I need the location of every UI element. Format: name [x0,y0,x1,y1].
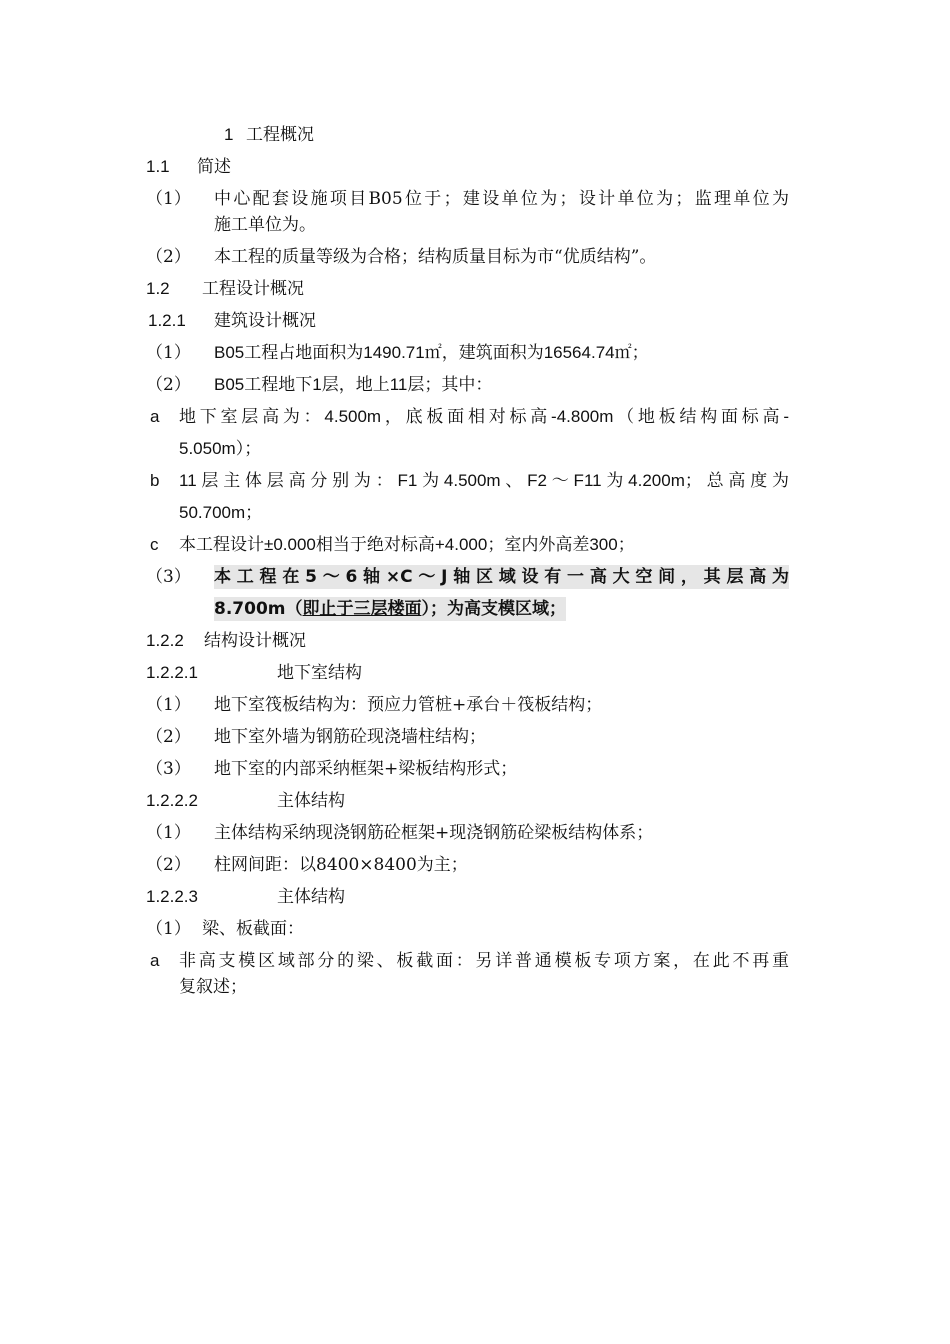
list-text: 地下室外墙为钢筋砼现浇墙柱结构； [214,727,486,747]
highlighted-text-line2 [214,597,566,621]
list-text: 本工程设计±0.000相当于绝对标高+4.000；室内外高差300； [179,535,635,554]
section-number: 1.2 [146,279,170,298]
section-title: 工程设计概况 [202,279,304,299]
section-number: 1.1 [146,157,170,176]
list-number: （2） [146,247,191,267]
highlighted-text-part: ）；为高支模区域； [421,599,566,619]
list-number: （1） [146,919,191,939]
subsubsection-number: 1.2.2.1 [146,663,198,682]
sub-list-letter: a [150,951,160,970]
list-text: 11层主体层高分别为：F1为4.500m、F2～F11为4.200m；总高度为 [179,471,789,490]
list-text: 地下室筏板结构为：预应力管桩+承台＋筏板结构； [214,695,603,715]
list-number: （3） [146,759,191,779]
subsubsection-number: 1.2.2.2 [146,791,198,810]
list-text: 5.050m）； [179,439,262,458]
list-text: 中心配套设施项目B05位于；建设单位为；设计单位为；监理单位为 [214,189,789,209]
subsubsection-title: 主体结构 [277,887,345,907]
list-text: 非高支模区域部分的梁、板截面：另详普通模板专项方案，在此不再重 [179,951,789,971]
list-text: B05工程地下1层，地上11层；其中： [214,375,493,394]
list-number: （1） [146,695,191,715]
list-number: （2） [146,375,191,395]
list-text: 施工单位为。 [214,215,316,235]
list-text: 地下室的内部采纳框架+梁板结构形式； [214,759,518,779]
chapter-number: 1 [224,125,234,144]
sub-list-letter: b [150,471,160,490]
list-number: （1） [146,343,191,363]
list-text: 地下室层高为：4.500m，底板面相对标高-4.800m（地板结构面标高- [179,407,789,426]
sub-list-letter: a [150,407,160,426]
subsection-title: 建筑设计概况 [214,311,316,331]
list-text: 50.700m； [179,503,263,522]
subsubsection-number: 1.2.2.3 [146,887,198,906]
subsection-title: 结构设计概况 [204,631,306,651]
subsubsection-title: 地下室结构 [277,663,362,683]
list-text: 梁、板截面： [202,919,304,939]
list-number: （3） [146,567,191,587]
highlighted-text-part: 8.700m（ [214,599,303,619]
list-number: （2） [146,727,191,747]
list-text: 本工程的质量等级为合格；结构质量目标为市“优质结构”。 [214,247,657,267]
list-number: （1） [146,823,191,843]
section-title: 简述 [197,157,231,177]
list-text: B05工程占地面积为1490.71㎡，建筑面积为16564.74㎡； [214,343,649,362]
list-number: （2） [146,855,191,875]
subsection-number: 1.2.1 [148,311,186,330]
list-text: 柱网间距：以8400×8400为主； [214,855,468,875]
list-text: 主体结构采纳现浇钢筋砼框架+现浇钢筋砼梁板结构体系； [214,823,654,843]
subsubsection-title: 主体结构 [277,791,345,811]
highlighted-text: 本工程在5～6轴×C～J轴区域设有一高大空间，其层高为 [214,567,789,587]
subsection-number: 1.2.2 [146,631,184,650]
list-number: （1） [146,189,191,209]
chapter-title-text: 工程概况 [246,125,314,145]
sub-list-letter: c [150,535,159,554]
list-text: 复叙述； [179,977,247,997]
underlined-text: 即止于三层楼面 [302,599,422,619]
